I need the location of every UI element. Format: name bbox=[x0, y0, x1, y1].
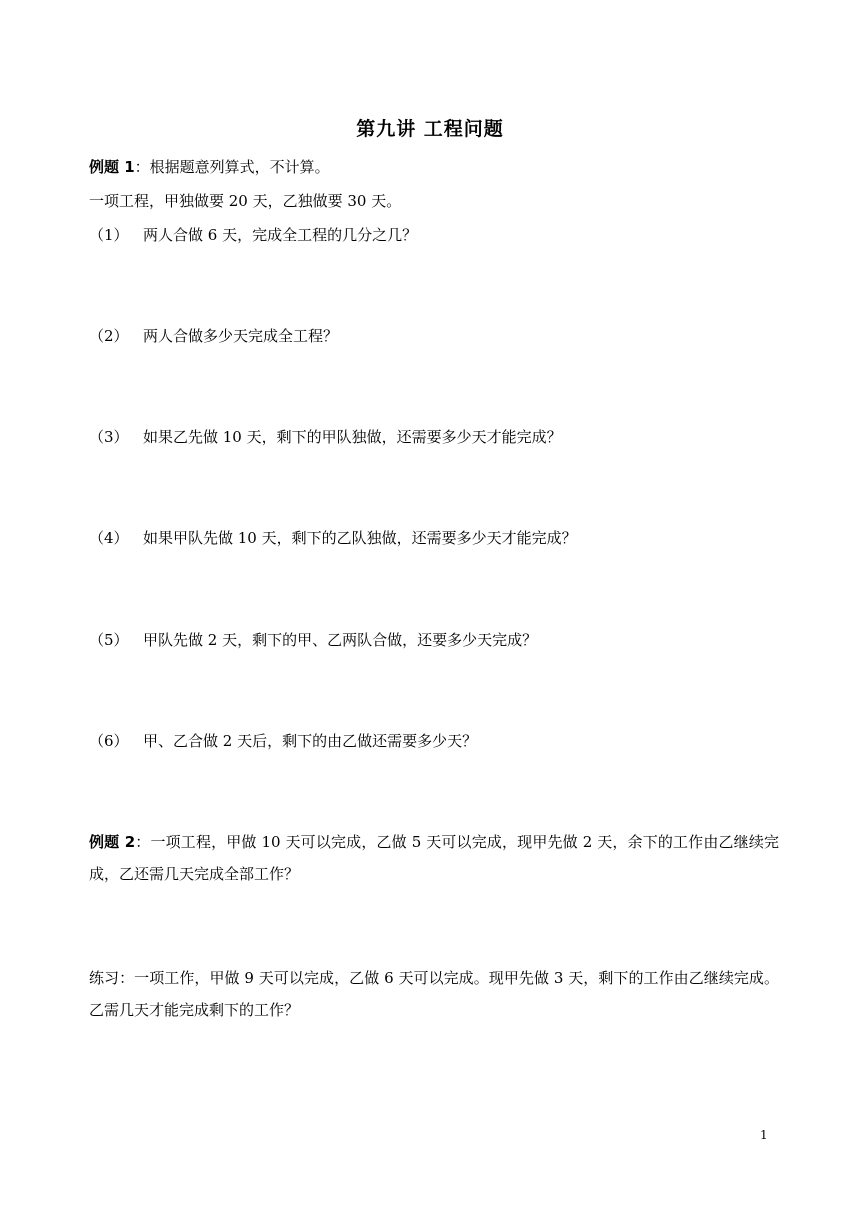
practice: 练习：一项工作，甲做 9 天可以完成，乙做 6 天可以完成。现甲先做 3 天，剩下的工作由乙继续完成。乙需几天才能完成剩下的工作？ bbox=[89, 969, 779, 1019]
example1-prompt: ：根据题意列算式，不计算。 bbox=[134, 158, 330, 176]
question-3 bbox=[89, 427, 562, 447]
example1-statement: 一项工程，甲独做要 20 天，乙独做要 30 天。 bbox=[89, 192, 402, 210]
question-number: （6） bbox=[89, 732, 129, 750]
question-number: （3） bbox=[89, 428, 129, 446]
question-text: 甲、乙合做 2 天后，剩下的由乙做还需要多少天？ bbox=[143, 732, 478, 750]
example2-label: 例题 2 bbox=[89, 833, 136, 851]
question-number: （4） bbox=[89, 529, 129, 547]
question-text: 如果甲队先做 10 天，剩下的乙队独做，还需要多少天才能完成？ bbox=[143, 529, 577, 547]
question-text: 如果乙先做 10 天，剩下的甲队独做，还需要多少天才能完成？ bbox=[143, 428, 562, 446]
question-number: （1） bbox=[89, 226, 129, 244]
question-text: 两人合做 6 天，完成全工程的几分之几？ bbox=[143, 226, 418, 244]
question-text: 甲队先做 2 天，剩下的甲、乙两队合做，还要多少天完成？ bbox=[143, 631, 538, 649]
page-title: 第九讲 工程问题 bbox=[356, 118, 504, 140]
example2-text: ：一项工程，甲做 10 天可以完成，乙做 5 天可以完成，现甲先做 2 天，余下的工作由乙继续完成，乙还需几天完成全部工作？ bbox=[89, 833, 779, 883]
example1-label: 例题 1 bbox=[89, 158, 135, 176]
question-1 bbox=[89, 225, 417, 245]
question-number: （2） bbox=[89, 327, 129, 345]
question-2 bbox=[89, 326, 338, 346]
example2 bbox=[89, 826, 779, 890]
example1-heading bbox=[89, 157, 779, 177]
page-number: 1 bbox=[760, 1128, 768, 1142]
question-text: 两人合做多少天完成全工程？ bbox=[143, 327, 339, 345]
question-6 bbox=[89, 731, 477, 751]
question-5 bbox=[89, 630, 537, 650]
question-4 bbox=[89, 528, 577, 548]
question-number: （5） bbox=[89, 631, 129, 649]
